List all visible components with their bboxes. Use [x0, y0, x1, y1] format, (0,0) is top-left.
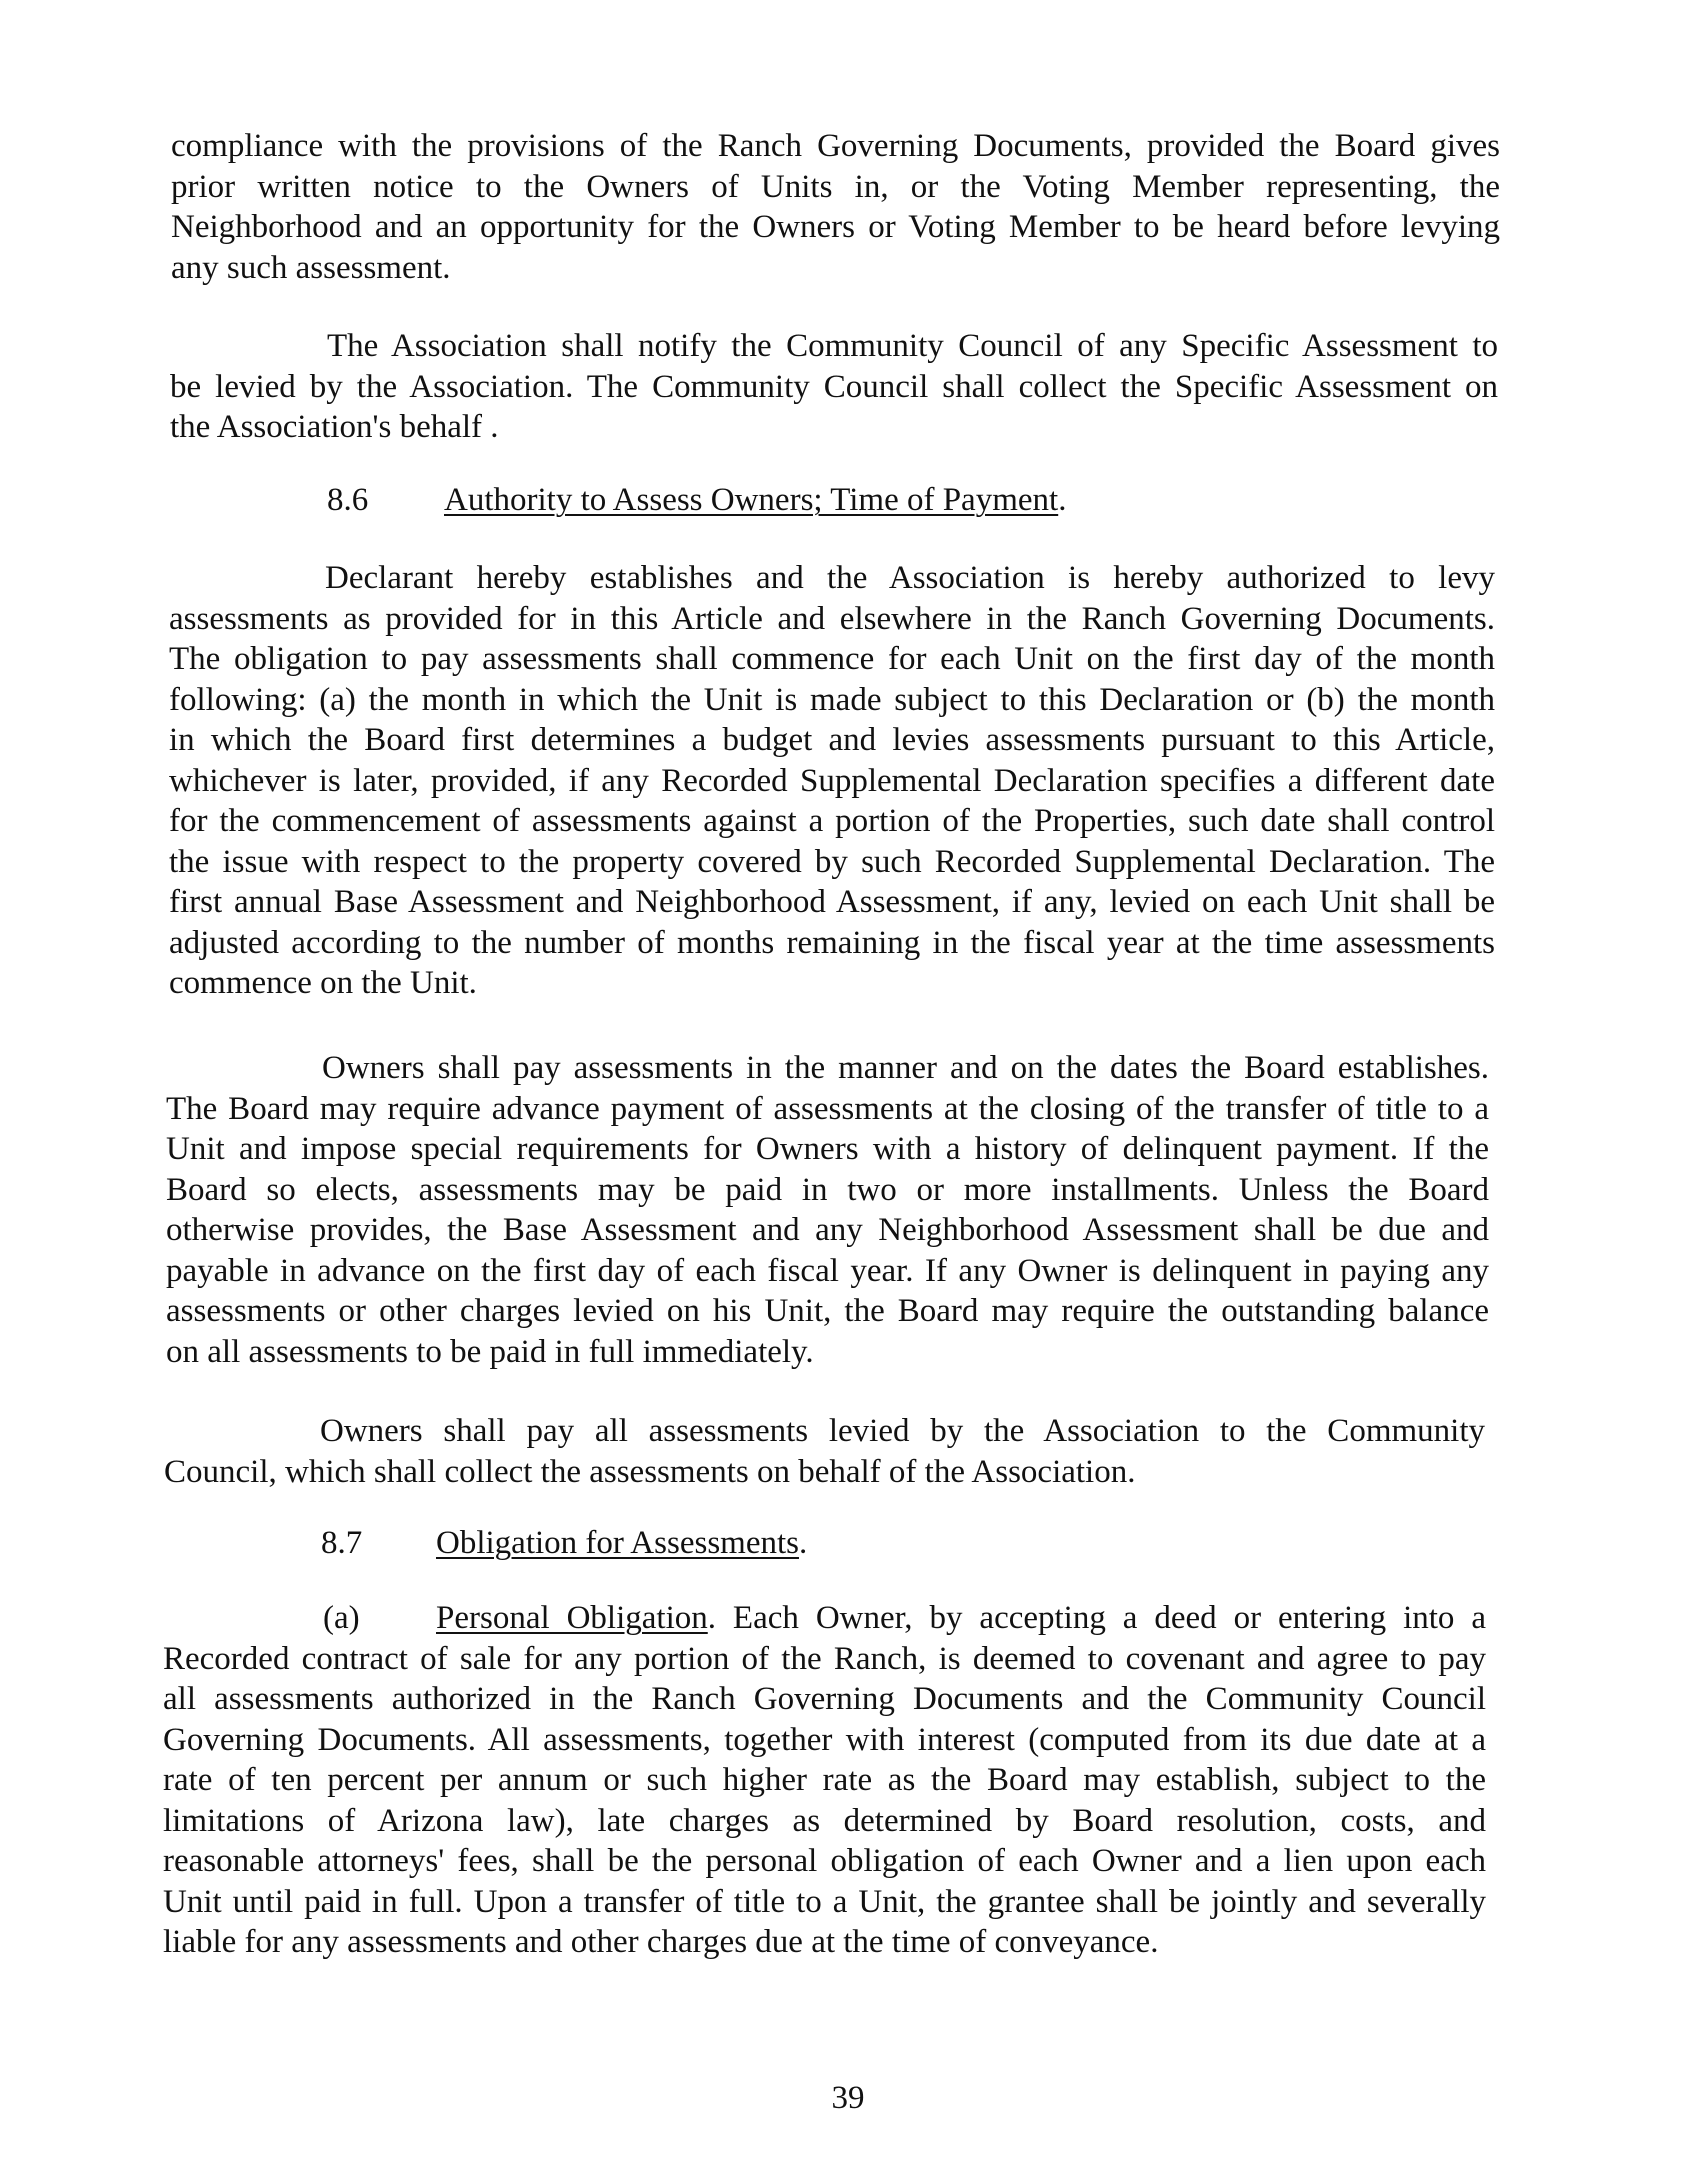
text-line: payable in advance on the first day of each fiscal year. If any Owner is delinquent in paying any [166, 1252, 1489, 1289]
text-line-rest: . Each Owner, by accepting a deed or entering into a [707, 1600, 1486, 1636]
text-line: Owners shall pay all assessments levied by the Association to the Community [320, 1413, 1485, 1449]
section-title-wrap [444, 480, 1066, 521]
text-line: Board so elects, assessments may be paid in two or more installments. Unless the Board [166, 1171, 1489, 1208]
text-line: compliance with the provisions of the Ranch Governing Documents, provided the Board gives [171, 128, 1500, 164]
section-number: 8.6 [327, 482, 369, 518]
subsection-label: (a) [323, 1600, 360, 1636]
text-line [163, 1598, 1486, 1639]
text-line: all assessments authorized in the Ranch Governing Documents and the Community Council [163, 1681, 1486, 1717]
paragraph [164, 1411, 1485, 1492]
paragraph [171, 126, 1500, 288]
text-line: Unit and impose special requirements for Owners with a history of delinquent payment. If the [166, 1131, 1489, 1167]
text-line: The obligation to pay assessments shall commence for each Unit on the first day of the month [169, 641, 1495, 677]
text-line: rate of ten percent per annum or such higher rate as the Board may establish, subject to the [163, 1762, 1486, 1798]
text-line: reasonable attorneys' fees, shall be the personal obligation of each Owner and a lien upon each [163, 1843, 1486, 1879]
section-title-period: . [1058, 482, 1067, 518]
text-line: Declarant hereby establishes and the Association is hereby authorized to levy [325, 560, 1495, 596]
section-title: Authority to Assess Owners; Time of Payment [444, 482, 1059, 518]
text-line: the issue with respect to the property covered by such Recorded Supplemental Declaration. The [169, 843, 1495, 880]
text-line: assessments as provided for in this Article and elsewhere in the Ranch Governing Documents. [169, 600, 1495, 637]
section-number: 8.7 [321, 1525, 363, 1561]
text-line: adjusted according to the number of months remaining in the fiscal year at the time assessments [169, 924, 1495, 961]
page-number: 39 [831, 2080, 865, 2116]
text-line: assessments or other charges levied on his Unit, the Board may require the outstanding balance [166, 1293, 1489, 1329]
paragraph [163, 1598, 1486, 1963]
text-line: in which the Board first determines a budget and levies assessments pursuant to this Article, [169, 722, 1495, 758]
paragraph [169, 558, 1495, 1004]
section-title: Obligation for Assessments [436, 1525, 799, 1561]
text-line: commence on the Unit. [169, 965, 477, 1001]
text-line: on all assessments to be paid in full immediately. [166, 1333, 814, 1370]
text-line: first annual Base Assessment and Neighborhood Assessment, if any, levied on each Unit shall be [169, 884, 1495, 920]
text-line: the Association's behalf . [170, 409, 499, 445]
text-line: The Association shall notify the Community Council of any Specific Assessment to [327, 328, 1498, 364]
text-line: Governing Documents. All assessments, together with interest (computed from its due date at a [163, 1721, 1486, 1758]
text-line: be levied by the Association. The Community Council shall collect the Specific Assessment on [170, 368, 1498, 405]
text-line: prior written notice to the Owners of Units in, or the Voting Member representing, the [171, 168, 1500, 205]
text-line: Unit until paid in full. Upon a transfer of title to a Unit, the grantee shall be jointly and severally [163, 1883, 1486, 1920]
text-line: liable for any assessments and other charges due at the time of conveyance. [163, 1924, 1159, 1960]
text-line: for the commencement of assessments against a portion of the Properties, such date shall control [169, 803, 1495, 839]
text-line: whichever is later, provided, if any Recorded Supplemental Declaration specifies a different date [169, 762, 1495, 799]
text-line: following: (a) the month in which the Unit is made subject to this Declaration or (b) the month [169, 681, 1495, 718]
text-line: Council, which shall collect the assessments on behalf of the Association. [164, 1453, 1136, 1490]
subsection-title: Personal Obligation [436, 1600, 708, 1636]
text-line: Owners shall pay assessments in the manner and on the dates the Board establishes. [322, 1050, 1489, 1086]
text-line: otherwise provides, the Base Assessment and any Neighborhood Assessment shall be due and [166, 1212, 1489, 1248]
text-line: Neighborhood and an opportunity for the Owners or Voting Member to be heard before levying [171, 209, 1500, 245]
text-line: any such assessment. [171, 249, 451, 286]
text-line: The Board may require advance payment of assessments at the closing of the transfer of title to a [166, 1090, 1489, 1127]
paragraph [166, 1048, 1489, 1372]
paragraph [170, 326, 1498, 448]
section-title-period: . [798, 1525, 808, 1561]
section-title-wrap [436, 1523, 807, 1564]
text-line: limitations of Arizona law), late charges as determined by Board resolution, costs, and [163, 1802, 1486, 1839]
text-line: Recorded contract of sale for any portion of the Ranch, is deemed to covenant and agree to pay [163, 1640, 1486, 1677]
